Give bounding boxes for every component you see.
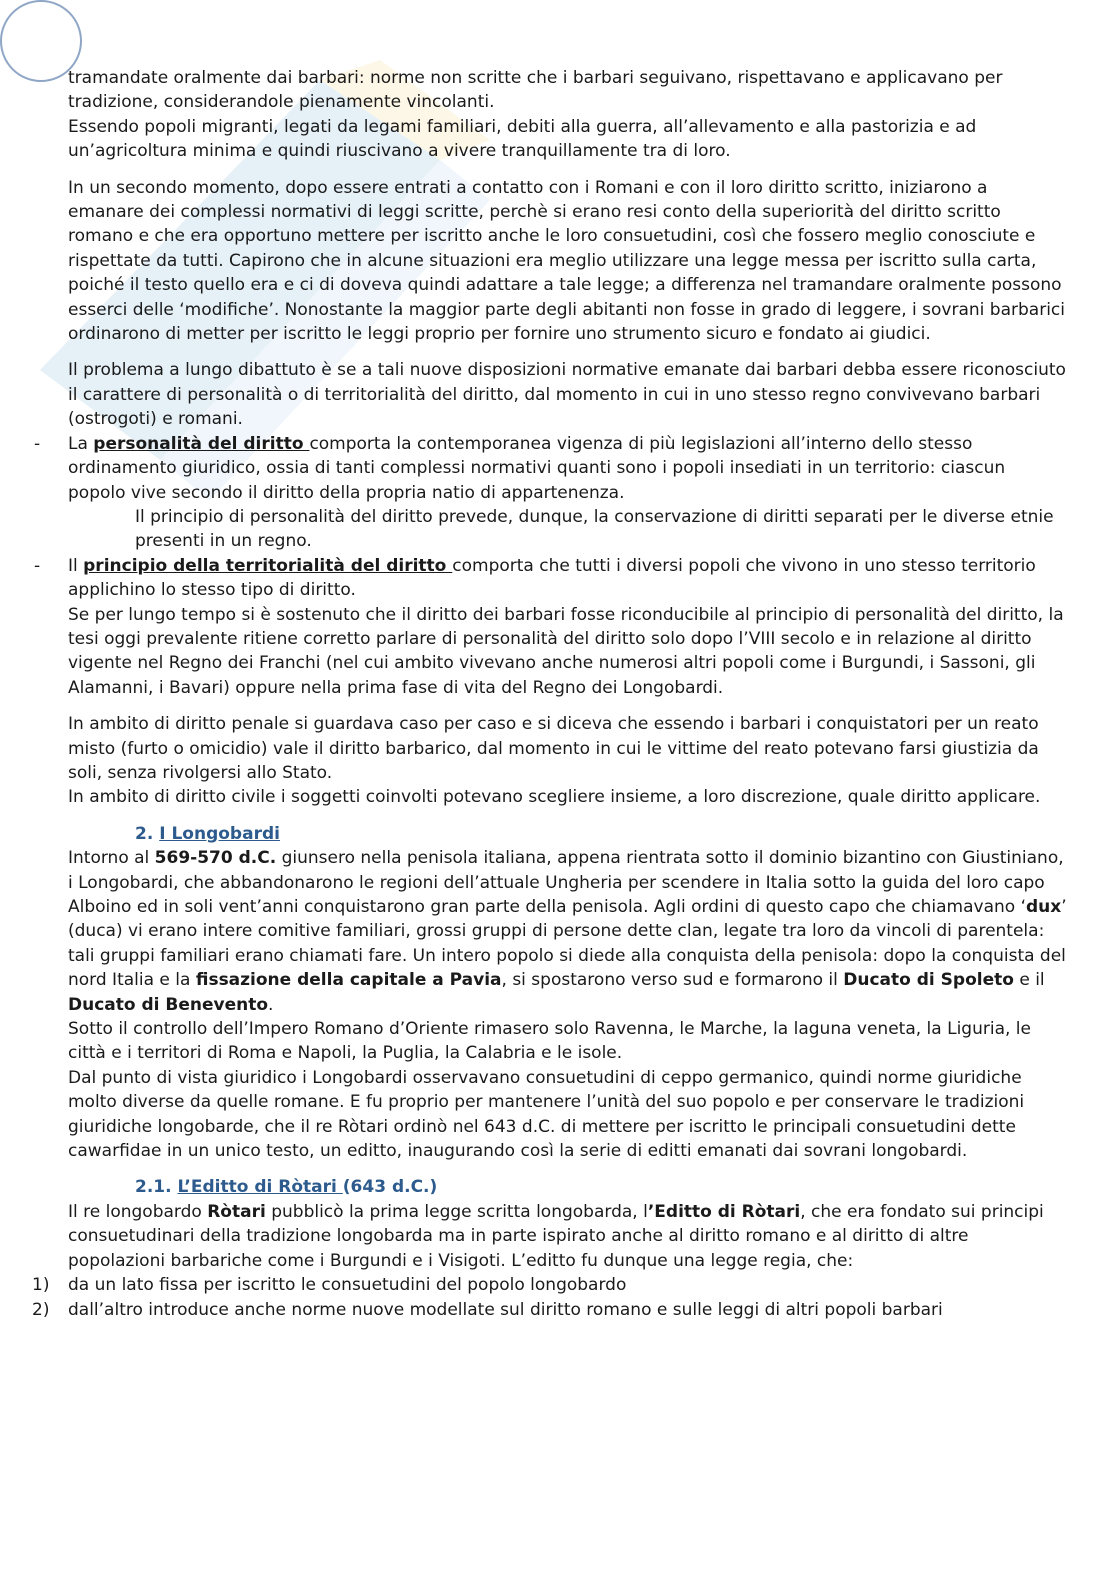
- paragraph: Se per lungo tempo si è sostenuto che il diritto dei barbari fosse riconducibile al principio di personalità del diritto, la tesi oggi prevalente ritiene corretto parlare di personalità del diritto solo dopo l’VIII secolo e in relazione al diritto vigente nel Regno dei Franchi (nel cui ambito vivevano anche numerosi altri popoli come i Burgundi, i Sassoni, gli Alamanni, i Bavari) oppure nella prima fase di vita del Regno dei Longobardi.: [68, 604, 1064, 698]
- paragraph: In ambito di diritto civile i soggetti coinvolti potevano scegliere insieme, a loro discrezione, quale diritto applicare.: [68, 787, 1041, 808]
- dash-marker: -: [34, 555, 41, 576]
- paragraph: Il principio di personalità del diritto prevede, dunque, la conservazione di diritti separati per le diverse etnie presenti in un regno.: [135, 506, 1054, 552]
- bullet-territorialita: - Il principio della territorialità del diritto comporta che tutti i diversi popoli che vivono in uno stesso territorio applichino lo stesso tipo di diritto.: [34, 555, 1036, 601]
- bullet-personalita: - La personalità del diritto comporta la contemporanea vigenza di più legislazioni all’interno dello stesso ordinamento giuridico, ossia di tanti complessi normativi quanti sono i popoli insediati in un territorio: ciascun popolo vive secondo il diritto della propria natio di appartenenza.: [34, 433, 1006, 503]
- dash-marker: -: [34, 433, 41, 454]
- paragraph: Il problema a lungo dibattuto è se a tali nuove disposizioni normative emanate dai barbari debba essere riconosciuto il carattere di personalità o di territorialità del diritto, dal momento in cui in uno stesso regno convivevano barbari (ostrogoti) e romani.: [68, 360, 1066, 430]
- paragraph: Sotto il controllo dell’Impero Romano d’Oriente rimasero solo Ravenna, le Marche, la laguna veneta, la Liguria, le città e i territori di Roma e Napoli, la Puglia, la Calabria e le isole.: [68, 1019, 1031, 1064]
- paragraph: Dal punto di vista giuridico i Longobardi osservavano consuetudini di ceppo germanico, quindi norme giuridiche molto diverse da quelle romane. E fu proprio per mantenere l’unità del suo popolo e per conservare le tradizioni giuridiche longobarde, che il re Ròtari ordinò nel 643 d.C. di mettere per iscritto le principali consuetudini dette cawarfidae in un unico testo, un editto, inaugurando così la serie di editti emanati dai sovrani longobardi.: [68, 1067, 1025, 1162]
- paragraph: tramandate oralmente dai barbari: norme non scritte che i barbari seguivano, rispettavano e applicavano per tradizione, considerandole pienamente vincolanti.: [68, 68, 1003, 113]
- term-territorialita: principio della territorialità del diritto: [83, 555, 453, 576]
- term-personalita: personalità del diritto: [93, 433, 310, 454]
- paragraph: Intorno al 569-570 d.C. giunsero nella penisola italiana, appena rientrata sotto il dominio bizantino con Giustiniano, i Longobardi, che abbandonarono le regioni dell’attuale Ungheria per scendere in Italia sotto la guida del loro capo Alboino ed in soli vent’anni conquistarono gran parte della penisola. Agli ordini di questo capo che chiamavano ‘dux’ (duca) vi erano intere comitive familiari, grossi gruppi di persone dette clan, legate tra loro da vincoli di parentela: tali gruppi familiari erano chiamati fare. Un intero popolo si diede alla conquista della penisola: dopo la conquista del nord Italia e la fissazione della capitale a Pavia, si spostarono verso sud e formarono il Ducato di Spoleto e il Ducato di Benevento.: [68, 848, 1067, 1015]
- section-heading-longobardi: 2. I Longobardi: [135, 823, 280, 844]
- list-item: 1) da un lato fissa per iscritto le consuetudini del popolo longobardo: [32, 1275, 627, 1296]
- document-page: [32, 66, 1068, 1322]
- paragraph: Essendo popoli migranti, legati da legami familiari, debiti alla guerra, all’allevamento e alla pastorizia e ad un’agricoltura minima e quindi riuscivano a vivere tranquillamente tra di loro.: [68, 116, 977, 162]
- paragraph: In un secondo momento, dopo essere entrati a contatto con i Romani e con il loro diritto scritto, iniziarono a emanare dei complessi normativi di leggi scritte, perchè si erano resi conto della superiorità del diritto scritto romano e che era opportuno mettere per iscritto anche le loro consuetudini, così che fossero meglio conosciute e rispettate da tutti. Capirono che in alcune situazioni era meglio utilizzare una legge messa per iscritto sulla carta, poiché il testo quello era e ci di doveva quindi adattare a tale legge; a differenza nel tramandare oralmente possono esserci delle ‘modifiche’. Nonostante la maggior parte degli abitanti non fosse in grado di leggere, i sovrani barbarici ordinarono di metter per iscritto le leggi proprio per fornire uno strumento sicuro e fondato ai giudici.: [68, 177, 1065, 345]
- section-heading-editto: 2.1. L’Editto di Ròtari (643 d.C.): [135, 1177, 438, 1198]
- paragraph: In ambito di diritto penale si guardava caso per caso e si diceva che essendo i barbari i conquistatori per un reato misto (furto o omicidio) vale il diritto barbarico, dal momento in cui le vittime del reato potevano farsi giustizia da soli, senza rivolgersi allo Stato.: [68, 714, 1039, 783]
- list-item: 2) dall’altro introduce anche norme nuove modellate sul diritto romano e sulle leggi di altri popoli barbari: [32, 1299, 943, 1320]
- paragraph: Il re longobardo Ròtari pubblicò la prima legge scritta longobarda, l’Editto di Ròtari, che era fondato sui principi consuetudinari della tradizione longobarda ma in parte ispirato anche al diritto romano e al diritto di altre popolazioni barbariche come i Burgundi e i Visigoti. L’editto fu dunque una legge regia, che:: [68, 1201, 1044, 1271]
